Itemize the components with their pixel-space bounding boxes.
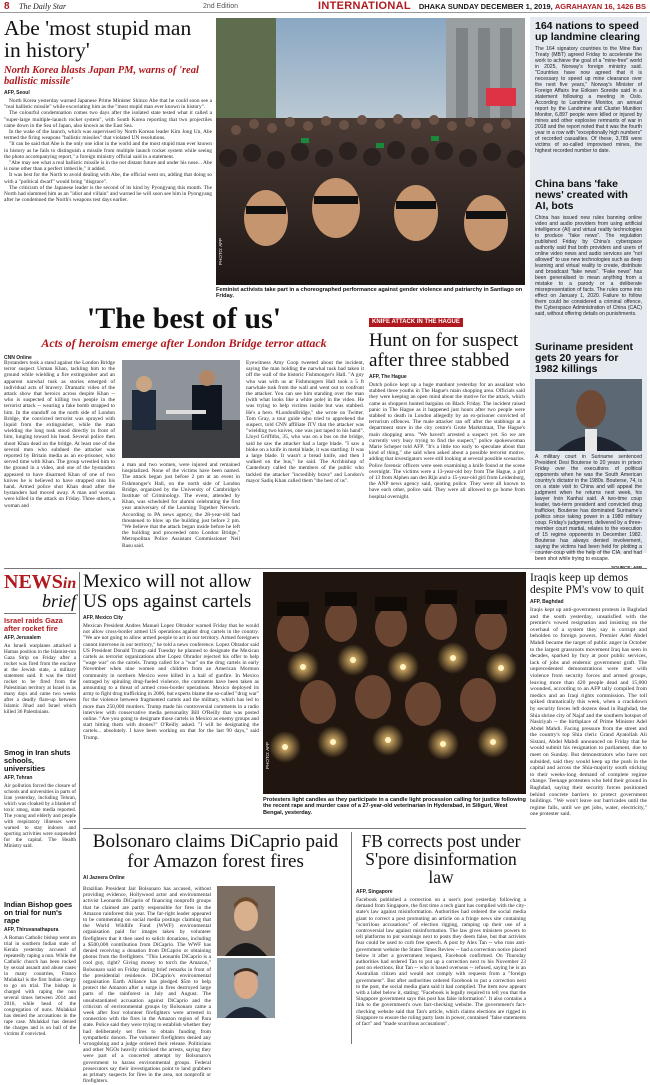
abe-para: "It can be said that Abe is the only one idiot in the world and the most stupid man ever known in history as he fails to distinguish a missile from multiple launch rocket system while seeing the photo accompanying report," a foreign ministry official said in a statement. [4, 141, 212, 160]
feminist-caption: Feminist activists take part in a choreographed performance against gender violence and patriarchy in Santiago on Friday. [216, 287, 523, 300]
fb-article [356, 832, 526, 1044]
brief-gaza-text: An Israeli warplanes attacked a Hamas position in the Islamist-run Gaza Strip on Friday after a rocket was fired from the enclave at the Jewish state, a military statement said. It was the third rocket to be fired from the Palestinian territory at Israel in as many days and came two weeks after a deadly flare-up between Islamic Jihad and Israel which killed 36 Palestinians. [4, 643, 76, 715]
candle-photo [263, 572, 526, 794]
china-text: China has issued new rules banning online video and audio providers from using artificial intelligence (AI) and virtual reality technologies to produce "fake news". The regulation published Friday by China's cyberspace authority said that both providers and users of online video news and audio services are "not allowed" to use new technologies such as deep learning and virtual reality to create, distribute and broadcast "fake news". "Fake news" has been generalised to mean anything from a mistake to a parody or a deliberate misrepresentation of facts. The rules come into effect on January 1, 2020. Failure to follow them could be considered a criminal offence, the Cyberspace Administration of China (CAC) said, without offering details on punishments. [535, 215, 642, 317]
brief-title [4, 572, 76, 592]
hague-headline: Hunt on for suspect after three stabbed [369, 330, 519, 371]
landmine-headline: 164 nations to speed up landmine clearing [535, 20, 641, 43]
london-deck: Acts of heroism emerge after London Bridge terror attack [41, 336, 327, 350]
brief-iran-text: Air pollution forced the closure of schools and universities in parts of Iran yesterday, including Tehran, which was cloaked by a blanket of toxic smog, state media reported. The young and elderly and people with respiratory illnesses were warned to stay indoors and sporting activities were suspended for the capital. The Health Ministry said. [4, 783, 76, 849]
dicaprio-portrait [217, 886, 275, 956]
candle-photo-credit: PHOTO: AFP [265, 742, 270, 769]
bolsonaro-portrait [217, 958, 275, 1018]
london-photo [122, 360, 240, 458]
brief-bishop-byline: AFP, Thiruvanathapura [4, 927, 59, 933]
dicaprio-photo [217, 886, 275, 956]
bouterse-portrait [535, 379, 642, 451]
photo-credit: PHOTO: AFP [218, 238, 223, 265]
bolsonaro-byline: AI Jazeera Online [83, 875, 125, 881]
abe-para: In the wake of the launch, which was supervised by North Korean leader Kim Jong Un, Abe termed the firing weapons "ballistic missiles" that violated UN resolutions. [4, 129, 212, 142]
hague-article [369, 310, 525, 560]
lower-divider [83, 828, 526, 829]
abe-para: The colourful condemnation comes two days after the isolated state tested what it called a "super-large multiple-launch rocket system", with South Korea reporting that two projectiles came down in the Sea of Japan, also known as the East Sea. [4, 110, 212, 129]
brief-column-rule [79, 572, 80, 1044]
hague-byline: AFP, The Hague [369, 374, 407, 380]
news-in-brief [4, 572, 76, 1044]
abe-para: It was best for the North to avoid dealing with Abe, the official went on, adding that doing so with a "political dwarf" would bring "disgrace". [4, 172, 212, 185]
abe-deck: North Korea blasts Japan PM, warns of 'real ballistic missile' [4, 65, 199, 88]
fb-body: Facebook published a correction on a user's post yesterday following a demand from Singapore, the first time a tech giant has complied with the city-state's law against misinformation. Authorities had ordered the social media giant to correct a post promoting an article on a fringe news site containing "scurrilous accusations" of election rigging, ramping up their use of a controversial law against misinformation. The law gives ministers powers to tell platforms to put warnings next to posts they deem false, but that activists fear could be used to curb free speech. A post by Alex Tan -- who runs anti-government website the States Times Review -- had a correction notice placed below it after a government request, Facebook confirmed. On Thursday authorities had ordered Tan to put up a correction next to his November 23 post on elections. But Tan -- who is based overseas -- refused, saying he is an Australian citizen and would not comply with requests from a "foreign government". But after authorities ordered Facebook to put a correction next to the post, the social media giant said it had complied. The item now appears with a label below it, stating: "Facebook is legally required to tell you that the Singapore government says this post has false information". It also contains a link to the government's own fact-checking website. The government's fact-checking website said that Tan's article, which claims elections are rigged in Singapore to ensure the ruling party lasts in power, contained "false statements of fact" and "made scurrilous accusations". [356, 897, 526, 1028]
iraq-byline: AFP, Baghdad [530, 599, 564, 605]
section-divider [4, 568, 647, 569]
london-col1: Bystanders took a stand against the London Bridge terror suspect Usman Khan, tackling him to the ground while wielding a fire extinguisher and an apparent narwhal tusk as stories emerged of individual acts of bravery. Dramatic video of the attack show that heroics across despite Khan -- who is suspected of killing two people in the terrorist attack -- wearing a fake bomb strapped to him. In the standoff on the north side of London Bridge, the convicted terrorist was sprayed with liquid from the extinguisher, while the man wielding the long tusk stood directly in front of him, lunging toward his head. Several police then shoot Khan dead on the bridge. At least one of the several men who subdued the attacker was reported by Britain media as an ex-prisoner, who served time with Khan. The group wrestled him to the ground in a video, and one of the bystanders appeared to have disarmed Khan of one of two knives he is believed to have strapped onto his hand. Armed police shot Khan dead after the bystanders had moved away. A man and woman were killed in the attack on Friday. Three others, a woman and [4, 360, 115, 509]
iraq-article [530, 572, 647, 1044]
bangla-date: AGRAHAYAN 16, 1426 BS [554, 2, 646, 11]
abe-para: The criticism of the Japanese leader is the second of its kind by Pyongyang this month. The North had slammed him as an "idiot and villain" and warned he will soon see him in Pyongyang after he condemned the North's weapons test days earlier. [4, 184, 212, 204]
mexico-byline: AFP, Mexico City [83, 615, 123, 621]
hague-body: Dutch police kept up a huge manhunt yesterday for an assailant who stabbed three youths in The Hague's main shopping area. Officials said they were keeping an open mind about the motive for the attack, which came as shoppers hunted bargains on Black Friday. The incident raised panic in The Hague as it happened just hours after two people were stabbed to death in London allegedly by an ex-prisoner convicted of terrorism offences. The male attacker ran off after the stabbings at a department store in the city centre's Grote Marktstraat, The Hague's main shopping area. "We haven't arrested a suspect yet. So we are currently very busy trying to find the suspect," police spokeswoman Marie Scheper told AFP. "It's a little too early to speculate about that kind of thing," she said when asked about a possible terrorist motive, adding that investigators were still looking at several possible scenarios. Police forensic officers were seen examining a knife found at the scene overnight. The victims were a 13-year-old boy from The Hague, a girl of 13 from Alphen aan den Rijn and a 15-year-old girl from Leidenburg, the ANP news agency said, quoting police. They were all known to have each other, police said. They were all allowed to go home from hospital overnight. [369, 382, 525, 500]
bolsonaro-column-rule [351, 832, 352, 1044]
candle-caption: Protesters light candles as they participate in a candle light procession calling for justice following the recent rape and murder case of a 27-year-old veterinarian in Hyderabad, in Siliguri, West Bengal, yesterday. [263, 797, 526, 816]
page-number: 8 [4, 1, 10, 12]
abe-para: "Abe may see what a real ballistic missile is in the not distant future and under his nose... Abe is none other than a perfect imbecile," it added. [4, 160, 212, 173]
london-col3: Eyewitness Amy Coop tweeted about the incident, saying the man holding the narwhal tusk had taken it off the wall of the historic Fishmonger's Hall. "A guy who was with us at Fishmongers Hall took a 5 ft narwhale tusk from the wall and went out to confront the attacker. You can see him standing over the man (with what looks like a white pole) in the video. He was trying to help victims inside but was stabbed. He's a hero. #LondonBridge," she wrote on Twitter. Tom Gray, a tour guide who tried to apprehend the suspect, told CNN affiliate ITV that the attacker was "wielding two knives, one was just taped to his hand". Lloyd Griffiths, 35, who was on a bus on the bridge, said he saw the attacker had a large blade. "I saw a bloke on a knife in metal blade, it was startling. It was a large blade. It wasn't a bread knife, and then I walked on the bus," he said. The Archbishop of Canterbury called the members of the public who tackled the attacker "incredibly brave" and London's mayor Sadiq Khan called them "the best of us". [246, 360, 364, 484]
page-header [0, 0, 650, 13]
brief-iran-headline: Smog in Iran shuts schools, universities [4, 748, 71, 773]
london-article [4, 304, 364, 566]
brief-bishop-headline: Indian Bishop goes on trial for nun's rape [4, 900, 73, 925]
london-bridge-image [122, 360, 240, 458]
abe-article [4, 17, 212, 299]
iraq-headline: Iraqis keep up demos despite PM's vow to quit [530, 572, 644, 596]
brief-iran-byline: AFP, Tehran [4, 775, 33, 781]
abe-byline: AFP, Seoul [4, 90, 30, 97]
edition-label: 2nd Edition [203, 3, 239, 10]
bolsonaro-article [83, 831, 348, 1085]
brief-title-in: in [62, 575, 77, 592]
abe-headline: Abe 'most stupid man in history' [4, 16, 192, 62]
masthead: The Daily Star [19, 2, 67, 11]
brief-gaza-headline: Israel raids Gaza after rocket fire [4, 616, 63, 633]
bolsonaro-photo [217, 958, 275, 1018]
mexico-body: Mexican President Andres Manuel Lopez Obrador warned Friday that he would not allow cross-border armed US operations against drug cartels in the country. "We are not going to allow armed people to act in our territory. Armed foreigners cannot intervene in our territory," he told a news conference. Lopez Obrador said US President Donald Trump said Tuesday he planned to designate the Mexican cartels as terrorist organizations after Lopez Obrador rejected his offer to help "wage war" on the cartels. Trump called for a "war" on the drug cartels in early November when nine women and children from an American Mormon community in northern Mexico were killed in a hail of gunfire. In Mexico outraged by spiraling drug-fueled violence, the comments have been taken as amounting to a threat of armed cross-border operations. Mexico deployed its army to fight drug trafficking in 2006, but experts blame the so-called "drug war" for the violence between fragmented cartels and the military, which has led to more than 250,000 murders. Trump made his controversial comments in a radio interview with conservative media personality Bill O'Reilly that was posted online. "Are you going to designate those cartels in Mexico as enemy groups and start hitting them with drones?" O'Reilly asked. "I will be designating the cartels... absolutely. I have been working on that for the last 90 days," said Trump. [83, 623, 259, 741]
fb-headline: FB corrects post under S'pore disinformation law [361, 831, 521, 887]
suriname-caption: A military court in Suriname sentenced President Desi Bouterse to 20 years in prison Friday over the executions of political opponents when he was the South American country's dictator in the 1980s. Bouterse, 74, is on a state visit to China and will appeal the judgment when he returns next week, his lawyer Irvin Kanhai said. A two-time coup leader, two-term president and convicted drug trafficker, Bouterse has dominated Suriname's politics since taking power in a 1980 military coup. Friday's judgement, delivered by a three-member court martial, relates to the execution of 15 regime opponents in December 1982. Bouterse has always denied involvement, saying the victims had been held for plotting a counter-coup with the help of the CIA, and had been shot while trying to escape. [535, 454, 642, 562]
london-headline: 'The best of us' [86, 302, 282, 335]
iraq-body: Iraqis kept up anti-government protests in Baghdad and the south yesterday, unsatisfied with the premier's vowed resignation and insisting on the overhaul of a system they say is corrupt and beholden to foreign powers. Premier Adel Abdel Mahdi became the target of public anger in October to the largest grassroots movement Iraq has seen in decades, sparked by fury at poor public services, lack of jobs and endemic government graft. The unprecedented demonstrations were met with violence from security forces and armed groups, leaving more than 420 people dead and 15,000 wounded, according to an AFP tally compiled from medics and an Iraqi rights commission. The toll spiked dramatically this week, when a crackdown by security forces left dozens dead in Baghdad, the Shia shrine city of Najaf and the southern hotspot of Nasiriyah -- the birthplace of Prime Minister Adel Abdel Mahdi. Facing pressure from the street and the country's top Shia cleric Grand Ayatollah Ali Sistani, Abdel Mahdi announced on Friday that he would submit his resignation to parliament, due to meet on Sunday. But demonstrators who have not subsided, said they would keep up the push in the capital and across the Shia-majority south sticking to their weeks-long demand of complete regime change. Teenage protesters who held their ground in Baghdad, saying their security forces positioned behind concrete barriers to protect government buildings. "We won't leave our barricades until the regime falls, until we get jobs, water, electricity," one protester said. [530, 607, 647, 818]
section-title: INTERNATIONAL [318, 0, 411, 12]
china-headline: China bans 'fake news' created with AI, bots [535, 178, 628, 212]
hague-kicker: KNIFE ATTACK IN THE HAGUE [369, 318, 463, 327]
date-text: DHAKA SUNDAY DECEMBER 1, 2019, [418, 2, 555, 11]
abe-body [4, 98, 212, 290]
mexico-headline: Mexico will not allow US ops against cartels [83, 571, 252, 612]
mexico-article [83, 572, 259, 828]
abe-para: North Korea yesterday warned Japanese Prime Minister Shinzo Abe that he could soon see a "real ballistic missile" while excoriating him as the "most stupid man ever known in history". [4, 98, 212, 111]
suriname-headline: Suriname president gets 20 years for 1982 killings [535, 341, 634, 375]
protest-crowd-image [216, 18, 525, 285]
date-line [419, 1, 646, 12]
brief-bishop-text: A Roman Catholic bishop went on trial in southern Indian state of Kerala yesterday accused of repeatedly raping a nun. While the Catholic church has been rocked by sexual assault and abuse cases in many countries, Franco Mulakkal is the first Indian clergy to go on trial. The bishop is charged with raping the nun several times between 2014 and 2016, while head of the congregation of nuns. Mulakkal has denied the accusations in the rape case. Mulakkal has denied the charges and is on bail of the victims if convicted. [4, 935, 76, 1037]
brief-divider [4, 613, 76, 614]
bolsonaro-col1: Brazilian President Jair Bolsonaro has accused, without providing evidence, Hollywood actor and environmental activist Leonardo DiCaprio of financing nonprofit groups that he claimed are partly responsible for fires in the Amazon rainforest this year. The far-right leader appeared to be commenting on social media postings claiming that the World Wildlife Fund (WWF) environmental organisation paid for images taken by volunteer firefighters that it then used to solicit donations, including a $500,000 contribution from DiCaprio. The WWF has denied receiving a donation from DiCaprio or obtaining photos from the firefighters. "This Leonardo DiCaprio is a cool guy, right? Giving money to torch the Amazon," Bolsonaro said on Friday during brief remarks in front of the presidential residence. DiCaprio's environmental organisation Earth Alliance has pledged $5m to help protect the Amazon after a surge in fires destroyed large parts of the rainforest in July and August. The unsubstantiated accusation against DiCaprio and the criticism of environmental groups by Bolsonaro came a week after four volunteer firefighters were arrested in connection with the fires in the Amazon region of Para state. Police said they were trying to establish whether they had deliberately set fires to obtain funding from sympathetic donors. The volunteer firefighters denied any wrongdoing and a judge ordered their release. Politicians and other NGOs heavily criticised the arrests, saying they were part of a concerted attempt by Bolsonaro's government to harass environmental groups. Federal prosecutors say their investigations point to land grabbers as primary suspects for fires in the area, not nonprofit or firefighters. [83, 886, 211, 1085]
london-byline: CNN Online [4, 354, 32, 361]
brief-title-sub: brief [42, 591, 76, 611]
fb-byline: AFP, Singapore [356, 889, 393, 895]
feminist-photo [216, 18, 525, 285]
bouterse-photo [535, 379, 642, 451]
candle-procession-image [263, 572, 526, 794]
brief-title-news: NEWS [4, 571, 63, 593]
bolsonaro-headline: Bolsonaro claims DiCaprio paid for Amazon forest fires [92, 831, 339, 872]
world-sidebar [530, 17, 647, 562]
brief-gaza-byline: AFP, Jerusalem [4, 635, 41, 641]
landmine-text: The 164 signatory countries to the Mine Ban Treaty (MBT) agreed Friday to accelerate the work to achieve the goal of a "mine-free" world in 2025, Norway's foreign ministry said. "Countries have now agreed that it is necessary to speed up mine clearance over the next five years," Norway's Minister of Foreign Affairs Ine Eriksen Soreide said in a statement following a meeting in Oslo. According to Landmine Monitor, an annual report by the Landmine and Cluster Munition Monitor, 6,897 people were killed or injured by mines and other explosive remnants of war in 2018 and the report noted that it was the fourth year in a row with "exceptionally high numbers" of recorded casualties. Of these, 3,789 were victims of so-called improvised mines, the highest recorded number to date. [535, 46, 642, 154]
london-col2: a man and two women, were injured and remained hospitalized. None of the victims have been named. The attack began just before 2 pm at an event in Fishmonger's Hall, on the north side of London Bridge, organized by the University of Cambridge's Institute of Criminology. The event, attended by Khan, was scheduled for alumni celebrating the first year anniversary of the Learning Together Network. According to PA news agency, the 28-year-old had threatened to blow up the building just before 2 pm. "We believe that the attack began inside before he left the building and proceeded onto London Bridge," Metropolitan Police Assistant Commissioner Neil Basu said. [122, 462, 240, 549]
